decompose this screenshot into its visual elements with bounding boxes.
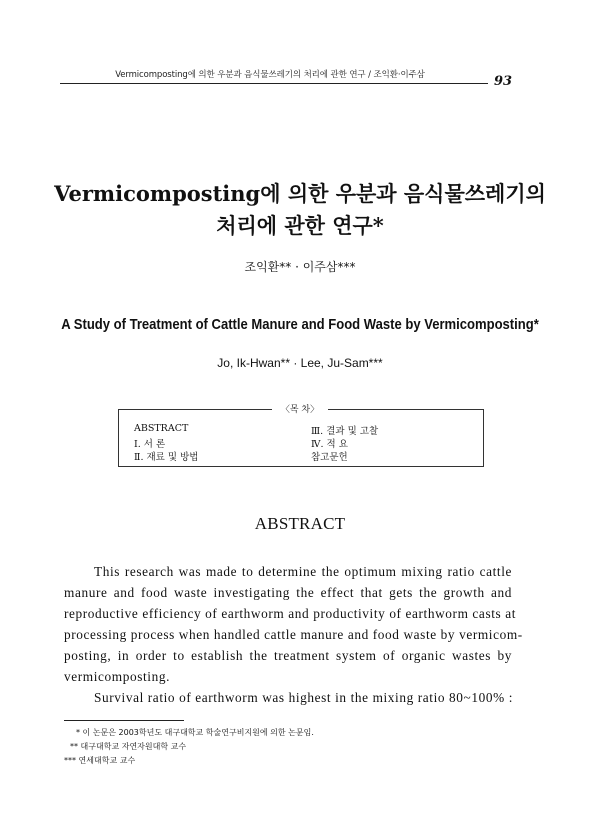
footnote: * 이 논문은 2003학년도 대구대학교 학술연구비지원에 의한 논문임. — [76, 728, 314, 737]
abstract-line: Survival ratio of earthworm was highest in the mixing ratio 80~100% : — [94, 690, 513, 705]
abstract-line: vermicomposting. — [64, 669, 170, 684]
abstract-line: manure and food waste investigating the effect that gets the growth and — [64, 585, 512, 600]
abstract-body — [64, 561, 523, 708]
running-head: Vermicomposting에 의한 우분과 음식물쓰레기의 처리에 관한 연구 / 조익환·이주삼 — [115, 70, 425, 80]
authors-english: Jo, Ik-Hwan** · Lee, Ju-Sam*** — [217, 356, 383, 370]
abstract-line: posting, in order to establish the treatment system of organic wastes by — [64, 648, 512, 663]
toc-item: 참고문헌 — [311, 452, 348, 463]
abstract-line: processing process when handled cattle manure and food waste by vermicom- — [64, 627, 523, 642]
toc-item: Ⅲ. 결과 및 고찰 — [311, 426, 379, 437]
authors-korean: 조익환** · 이주삼*** — [244, 260, 356, 274]
abstract-line: This research was made to determine the optimum mixing ratio cattle — [94, 564, 512, 579]
title-korean-line-2: 처리에 관한 연구* — [216, 213, 384, 238]
page-number: 93 — [494, 74, 513, 89]
footnote: *** 연세대학교 교수 — [64, 756, 136, 765]
toc-item: Ⅱ. 재료 및 방법 — [134, 452, 199, 463]
title-english: A Study of Treatment of Cattle Manure and Food Waste by Vermicomposting* — [61, 316, 539, 333]
header-rule — [60, 83, 488, 84]
toc-item: Ⅰ. 서 론 — [134, 439, 166, 450]
toc-item: Ⅳ. 적 요 — [311, 439, 348, 450]
footnote-rule — [64, 720, 184, 721]
toc-label: 〈목 차〉 — [272, 402, 328, 415]
abstract-heading: ABSTRACT — [254, 514, 346, 533]
footnote: ** 대구대학교 자연자원대학 교수 — [70, 742, 187, 751]
toc-item: ABSTRACT — [134, 423, 189, 434]
abstract-line: reproductive efficiency of earthworm and productivity of earthworm casts at — [64, 606, 517, 621]
title-korean-line-1: Vermicomposting에 의한 우분과 음식물쓰레기의 — [54, 181, 546, 206]
